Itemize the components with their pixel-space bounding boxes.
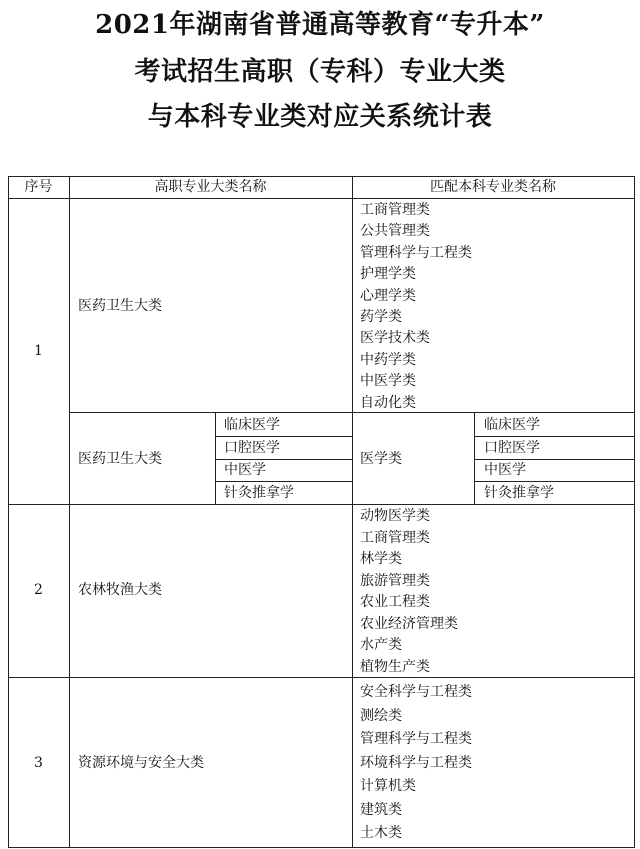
- title-line-2: 考试招生高职（专科）专业大类: [134, 57, 506, 87]
- major-divider: [474, 459, 634, 460]
- list-item: 旅游管理类: [360, 572, 430, 589]
- major-divider: [474, 481, 634, 482]
- list-item: 测绘类: [360, 707, 402, 724]
- title-line-1: 2021年湖南省普通高等教育“专升本”: [95, 10, 545, 40]
- list-item: 环境科学与工程类: [360, 754, 472, 771]
- header-category: 高职专业大类名称: [154, 179, 267, 195]
- list-item: 土木类: [360, 825, 402, 841]
- list-item: 公共管理类: [360, 223, 430, 240]
- list-item: 植物生产类: [360, 658, 430, 675]
- table-border-bottom: [8, 847, 634, 848]
- row1-category: 医药卫生大类: [78, 298, 162, 314]
- row1b-match-class: 医学类: [360, 451, 402, 467]
- row1b-major: 临床医学: [224, 417, 280, 433]
- list-item: 工商管理类: [360, 529, 430, 546]
- row1b-match-major: 针灸推拿学: [484, 485, 554, 501]
- match-major-column-divider: [474, 412, 475, 504]
- list-item: 农业经济管理类: [360, 615, 458, 632]
- major-divider: [215, 481, 352, 482]
- major-column-divider: [215, 412, 216, 504]
- list-item: 安全科学与工程类: [360, 684, 472, 700]
- table-border-right: [634, 176, 635, 848]
- row3-category: 资源环境与安全大类: [78, 755, 204, 771]
- list-item: 管理科学与工程类: [360, 731, 472, 747]
- list-item: 动物医学类: [360, 508, 430, 524]
- list-item: 管理科学与工程类: [360, 244, 472, 261]
- list-item: 医学技术类: [360, 330, 430, 347]
- header-num: 序号: [24, 179, 53, 195]
- header-match: 匹配本科专业类名称: [430, 179, 556, 195]
- row1b-match-major: 口腔医学: [484, 440, 540, 456]
- list-item: 中医学类: [360, 373, 416, 390]
- major-divider: [215, 436, 352, 437]
- row1b-major: 中医学: [224, 462, 266, 478]
- table-border-left: [8, 176, 9, 848]
- table-border-top: [8, 176, 634, 177]
- header-divider: [8, 198, 634, 199]
- title-line-3: 与本科专业类对应关系统计表: [147, 102, 493, 132]
- row1b-major: 针灸推拿学: [224, 485, 294, 501]
- row1b-match-major: 临床医学: [484, 417, 540, 433]
- list-item: 工商管理类: [360, 202, 430, 218]
- match-column-divider: [352, 176, 353, 848]
- row2-category: 农林牧渔大类: [78, 582, 162, 598]
- row3-num: 3: [34, 755, 43, 771]
- list-item: 护理学类: [360, 266, 416, 283]
- list-item: 中药学类: [360, 351, 416, 368]
- row2-num: 2: [34, 582, 43, 598]
- list-item: 自动化类: [360, 394, 416, 411]
- row1b-match-major: 中医学: [484, 462, 526, 478]
- row2-match-list: [360, 506, 458, 678]
- row-divider: [8, 677, 634, 678]
- list-item: 农业工程类: [360, 594, 430, 610]
- row3-match-list: [360, 681, 472, 846]
- row1-num: 1: [34, 343, 43, 359]
- list-item: 心理学类: [360, 287, 416, 304]
- row-divider: [8, 504, 634, 505]
- list-item: 水产类: [360, 637, 402, 653]
- num-column-divider: [69, 176, 70, 848]
- list-item: 计算机类: [360, 778, 416, 794]
- list-item: 林学类: [360, 551, 402, 567]
- major-divider: [215, 459, 352, 460]
- row1b-major: 口腔医学: [224, 440, 280, 456]
- major-divider: [474, 436, 634, 437]
- list-item: 药学类: [360, 309, 402, 326]
- row1-match-list: [360, 200, 472, 414]
- row1b-category: 医药卫生大类: [78, 451, 162, 467]
- list-item: 建筑类: [360, 801, 402, 818]
